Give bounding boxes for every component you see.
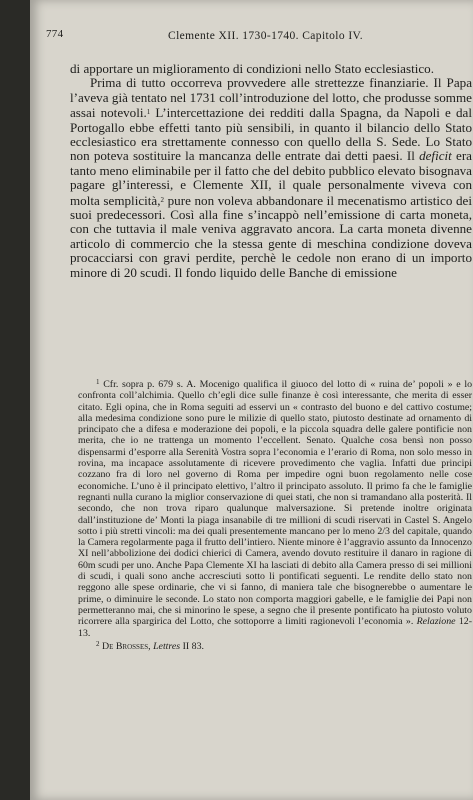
- footnote-2-author: De Brosses,: [101, 640, 151, 652]
- text-run: era tanto meno eliminabile per il fatto che del debito pubblico elevato bisognava pagare gl’interessi, e Clemente XII, il quale personalmente viveva con molta semplicità,: [70, 148, 472, 208]
- book-page: [30, 0, 473, 800]
- italic-term: deficit: [419, 148, 452, 164]
- page-header: [42, 28, 463, 48]
- footnote-2-mark: 2: [96, 639, 100, 648]
- footnote-1-source: Relazione: [416, 616, 456, 628]
- paragraph-continued: di apportare un miglioramento di condizioni nello Stato ecclesiastico.: [70, 61, 434, 76]
- page-number: 774: [46, 28, 64, 40]
- footnote-2: [78, 639, 472, 652]
- text-run: pure non voleva abbandonare il mecenatismo artistico dei suoi predecessori. Così alla fine s’incappò nell’emissione di carta moneta, con che tuttavia il male veniva aggravato ancora. La carta moneta divenne articolo di commercio che la stessa gente di meschina condizione doveva procacciarsi con gravi perdite, perchè le cedole non erano di un importo minore di 20 scudi. Il fondo liquido delle Banche di emissione: [70, 192, 472, 280]
- text-run: Prima di tutto occorreva provvedere alle strettezze finanziarie. Il Papa l’aveva già tentato nel 1731 coll’introduzione del lotto, che produsse somme assai notevoli.: [70, 75, 472, 121]
- text-run: L’intercettazione dei redditi dalla Spagna, da Napoli e dal Portogallo ebbe effetti tanto più sensibili, in quanto il bilancio dello Stato ecclesiastico era strettamente connesso con quello della S. Sede. Lo Stato non poteva sostituire la mancanza delle entrate dai detti paesi. Il: [70, 105, 472, 164]
- footnote-1: [78, 377, 472, 639]
- footnote-2-pages: II 83.: [180, 640, 204, 652]
- footnote-ref-2: 2: [160, 195, 165, 204]
- footnote-1-mark: 1: [96, 378, 100, 386]
- paragraph-finances: [70, 76, 472, 280]
- footnote-ref-1: 1: [146, 108, 151, 117]
- running-title: Clemente XII. 1730-1740. Capitolo IV.: [168, 30, 364, 42]
- footnotes: [78, 377, 472, 652]
- footnote-1-text: Cfr. sopra p. 679 s. A. Mocenigo qualifica il giuoco del lotto di « ruina de’ popoli » e lo confronta coll’alchimia. Quello ch’egli dice sulle finanze è così interessante, che merita di esser citato. Egli opina, che in Roma seguiti ad esservi un « contrasto del buono e del cattivo costume; alla medesima condizione sono pure le milizie di quello stato, piutosto destinate ad ornamento di principato che a difesa e moderazione dei popoli, e la piccola squadra delle galere pontificie non merita, che io ne trattenga un momento l’eccellent. Senato. Qualche cosa bensì non posso dispensarmi d’esporre alla Serenità Vostra sopra l’economia e l’erario di Roma, non solo messo in rovina, ma incapace assolutamente di ricevere provedimento che vaglia. Infatti due principi cozzano fra di loro nel governo di Roma per impedire ogni buon regolamento nelle cose economiche. L’uno è il principato elettivo, l’altro il principato assoluto. Il primo fa che le famiglie regnanti nulla curano la miglior conservazione di quei stati, che non si tramandano alla posterità. Il secondo, che non trova riparo qualunque malversazione. Si pretende inoltre originata dall’instituzione de’ Monti la piaga insanabile di tre millioni di scudi riservati in Castel S. Angelo sotto i più stretti vincoli: ma dei quali presentemente mancano per lo meno 2/3 del capitale, quando la Camera regolarmente paga il frutto dell’intiero. Niente minore è l’aggravio assunto da Innocenzo XI nell’abbolizione dei dodici chierici di Camera, avendo dovuto restituire il danaro in ragione di 60m scudi per uno. Anche Papa Clemente XI ha lasciati di debito alla Camera presso di sei millioni di scudi, i quali sono anche accresciuti sotto li pontificati seguenti. Le rendite dello stato non reggono alle spese ordinarie, che vi si fanno, di maniera tale che bisognerebbe o aumentare le prime, o diminuire le seconde. Lo stato non comporta maggiori gabelle, e le famiglie dei Papi non permetteranno mai, che si minorino le spese, a segno che il presente pontificato ha piutosto voluto ricorrere alla spargirica del Lotto, che sottoporre a limiti ragionevoli l’economia ».: [78, 379, 473, 628]
- main-text: [70, 62, 472, 280]
- footnote-1-pages: 12-13.: [78, 616, 472, 639]
- footnote-2-work: Lettres: [153, 640, 181, 652]
